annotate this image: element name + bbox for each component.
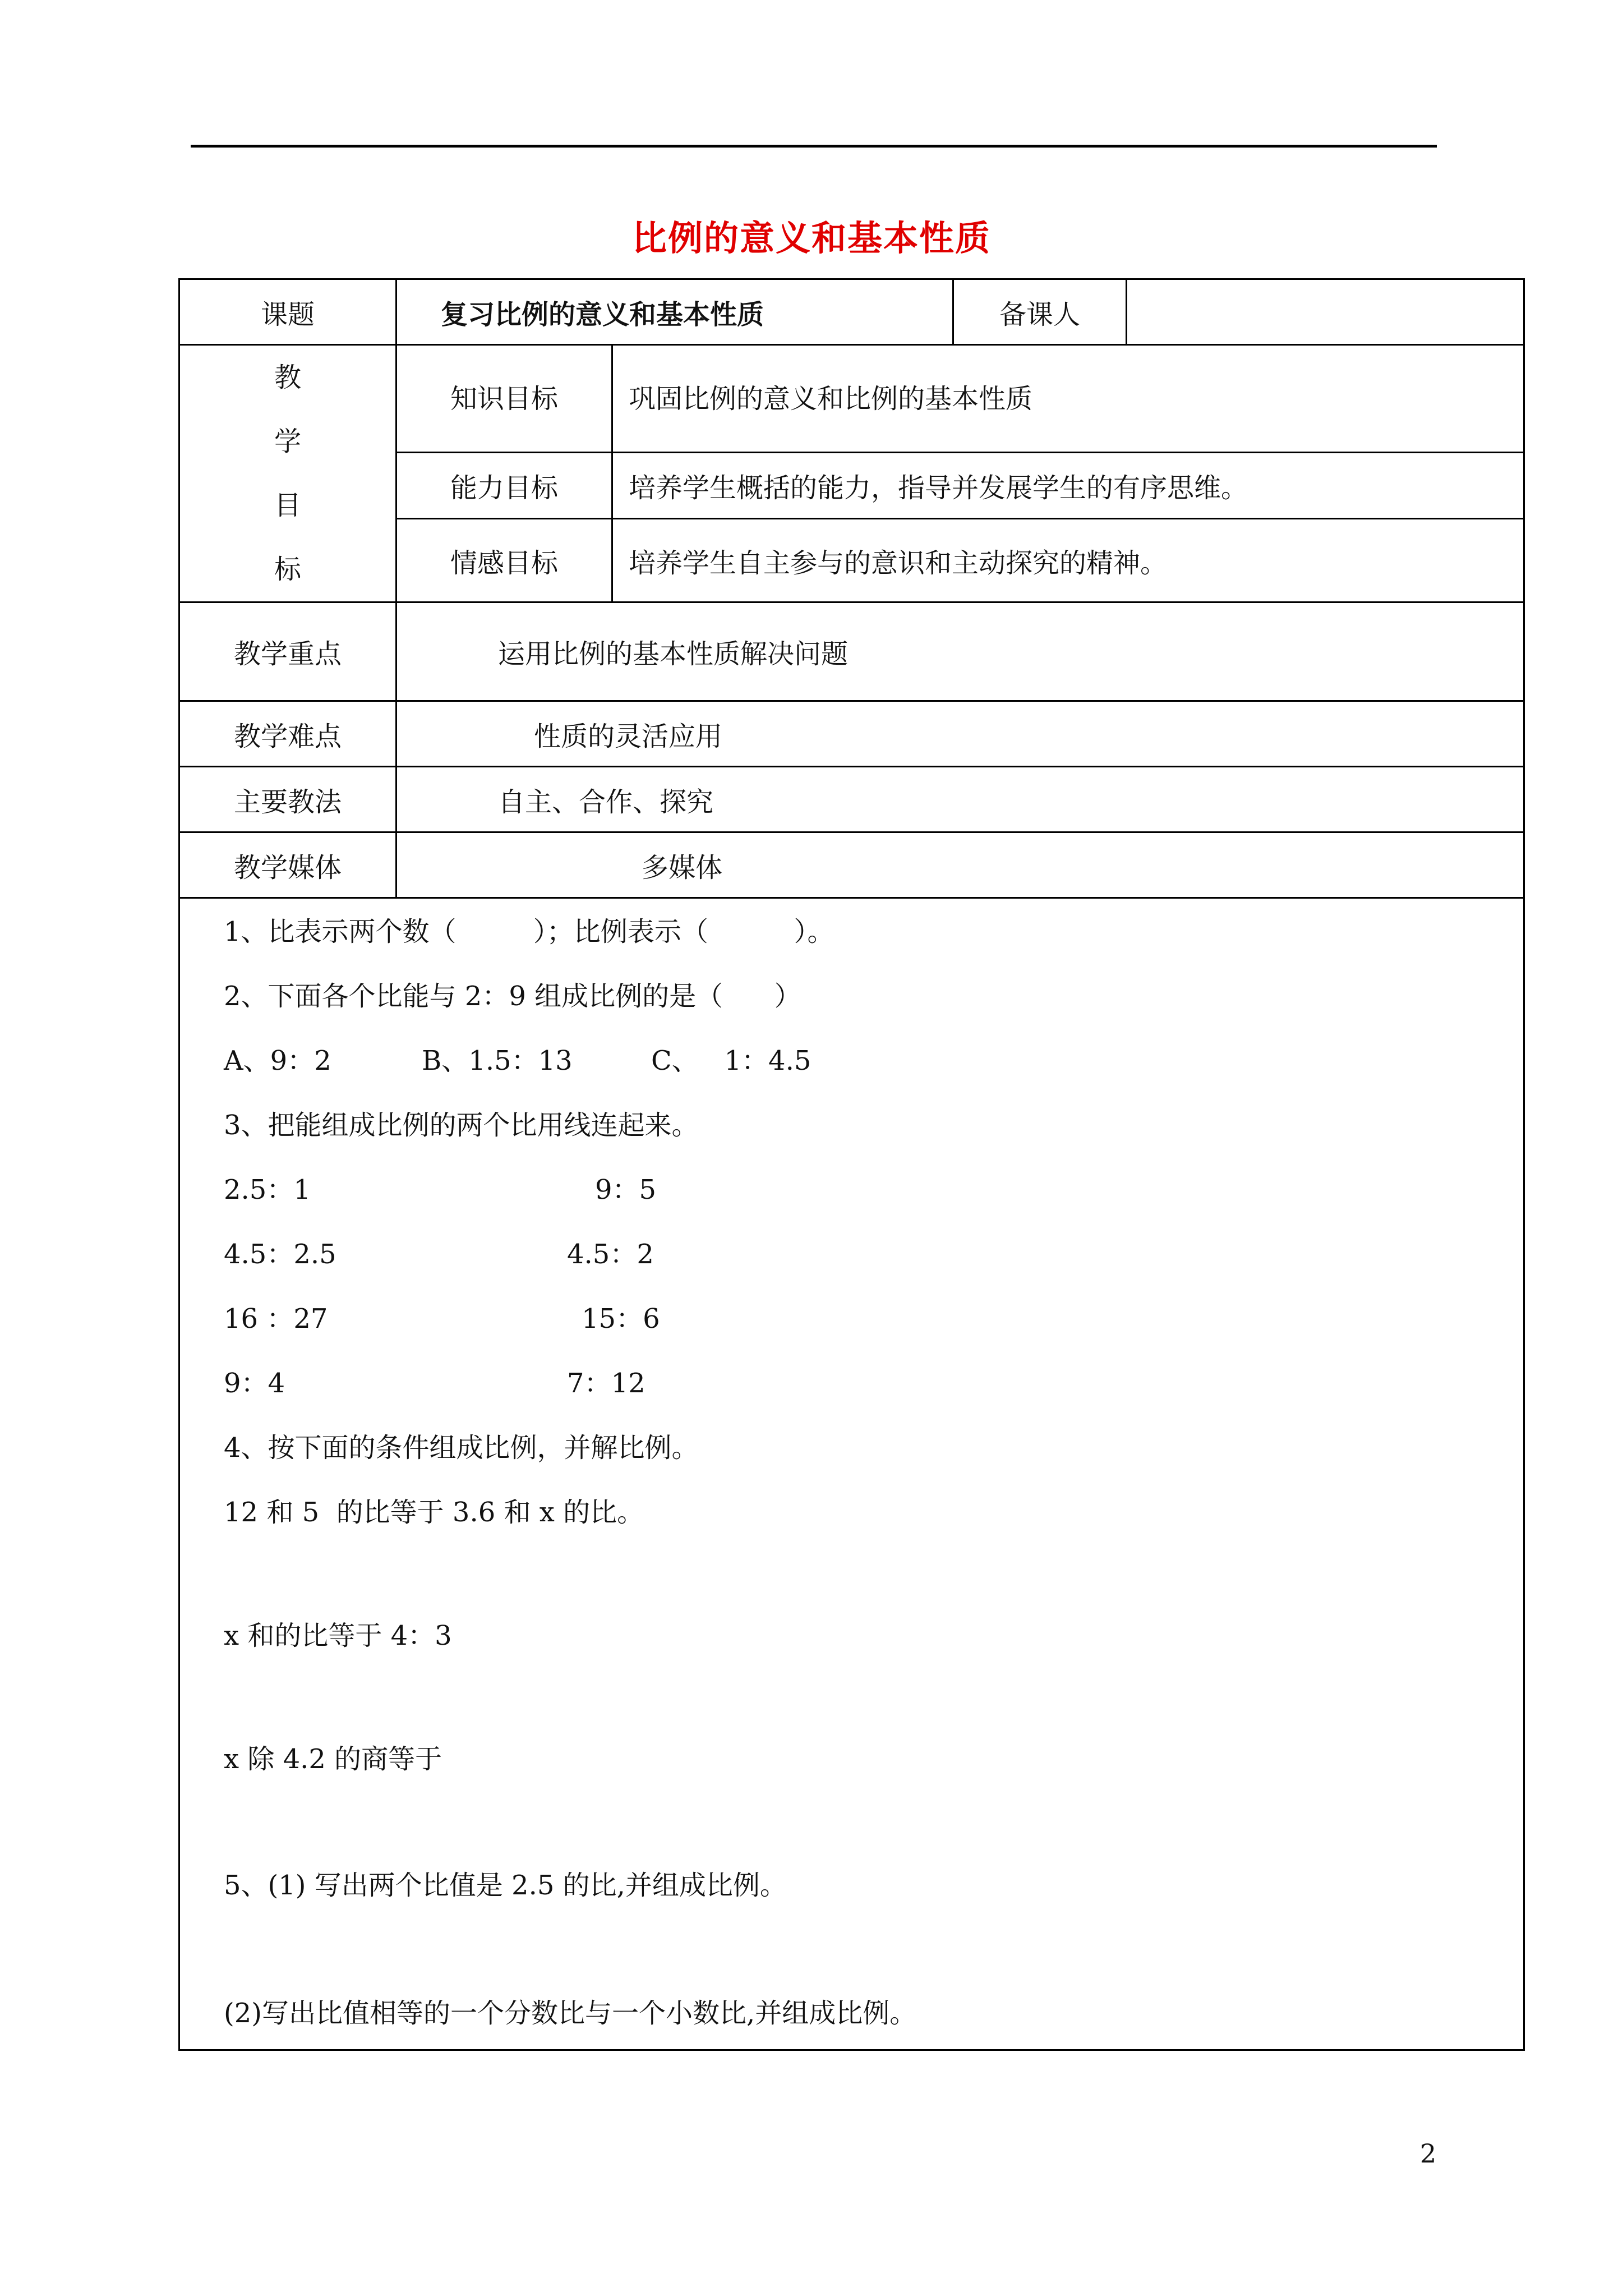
question-2-option-a: A、9：2	[224, 1045, 331, 1076]
info-row-key-point	[179, 602, 1524, 701]
goal-label: 能力目标	[396, 453, 612, 519]
question-4-item: x 和的比等于 4：3	[224, 1620, 452, 1651]
goals-label	[179, 345, 396, 602]
info-label: 教学媒体	[179, 832, 396, 898]
goal-value: 培养学生自主参与的意识和主动探究的精神。	[612, 519, 1524, 602]
topic-value: 复习比例的意义和基本性质	[396, 279, 953, 345]
question-2: 2、下面各个比能与 2：9 组成比例的是（ ）	[224, 981, 801, 1012]
goal-value: 巩固比例的意义和比例的基本性质	[612, 345, 1524, 453]
exercises-body	[224, 899, 1523, 2049]
header-rule	[191, 145, 1437, 148]
document-title: 比例的意义和基本性质	[631, 218, 991, 259]
question-3: 3、把能组成比例的两个比用线连起来。	[224, 1110, 699, 1141]
info-label: 教学重点	[179, 602, 396, 701]
topic-label: 课题	[179, 279, 396, 345]
match-left-item: 9：4	[224, 1368, 285, 1399]
question-1: 1、比表示两个数（ ）；比例表示（ ）。	[224, 916, 834, 947]
page-number: 2	[1420, 2138, 1437, 2169]
info-row-media	[179, 832, 1524, 898]
lesson-plan-table	[178, 278, 1525, 2051]
info-value: 自主、合作、探究	[396, 767, 1524, 832]
question-2-option-c: C、 1：4.5	[651, 1045, 811, 1076]
match-right-item: 7：12	[567, 1368, 645, 1399]
question-5-part-2: (2)写出比值相等的一个分数比与一个小数比,并组成比例。	[224, 1998, 917, 2029]
exercises-row	[179, 898, 1524, 2050]
match-left-item: 4.5：2.5	[224, 1239, 336, 1270]
info-row-difficulty	[179, 701, 1524, 767]
match-right-item: 9：5	[595, 1174, 657, 1205]
question-4-item: x 除 4.2 的商等于	[224, 1743, 442, 1775]
question-5-part-1: 5、(1) 写出两个比值是 2.5 的比,并组成比例。	[224, 1870, 787, 1901]
goals-label-char: 学	[274, 426, 301, 457]
info-row-method	[179, 767, 1524, 832]
info-label: 主要教法	[179, 767, 396, 832]
info-value: 性质的灵活应用	[396, 701, 1524, 767]
info-value: 多媒体	[396, 832, 1524, 898]
match-left-item: 2.5：1	[224, 1174, 311, 1205]
question-4-item: 12 和 5 的比等于 3.6 和 x 的比。	[224, 1497, 644, 1528]
question-4: 4、按下面的条件组成比例，并解比例。	[224, 1432, 699, 1464]
info-value: 运用比例的基本性质解决问题	[396, 602, 1524, 701]
match-left-item: 16 ：27	[224, 1303, 328, 1335]
match-right-item: 4.5：2	[567, 1239, 654, 1270]
preparer-value	[1127, 279, 1524, 345]
goals-label-char: 教	[274, 362, 301, 393]
topic-row	[179, 279, 1524, 345]
goals-label-char: 目	[274, 490, 301, 521]
goal-value: 培养学生概括的能力，指导并发展学生的有序思维。	[612, 453, 1524, 519]
question-2-option-b: B、1.5：13	[422, 1045, 573, 1076]
goals-label-char: 标	[274, 554, 301, 585]
goal-label: 知识目标	[396, 345, 612, 453]
goal-label: 情感目标	[396, 519, 612, 602]
preparer-label: 备课人	[953, 279, 1127, 345]
exercises-cell	[179, 898, 1524, 2050]
goal-row-knowledge	[179, 345, 1524, 453]
match-right-item: 15：6	[582, 1303, 660, 1335]
info-label: 教学难点	[179, 701, 396, 767]
